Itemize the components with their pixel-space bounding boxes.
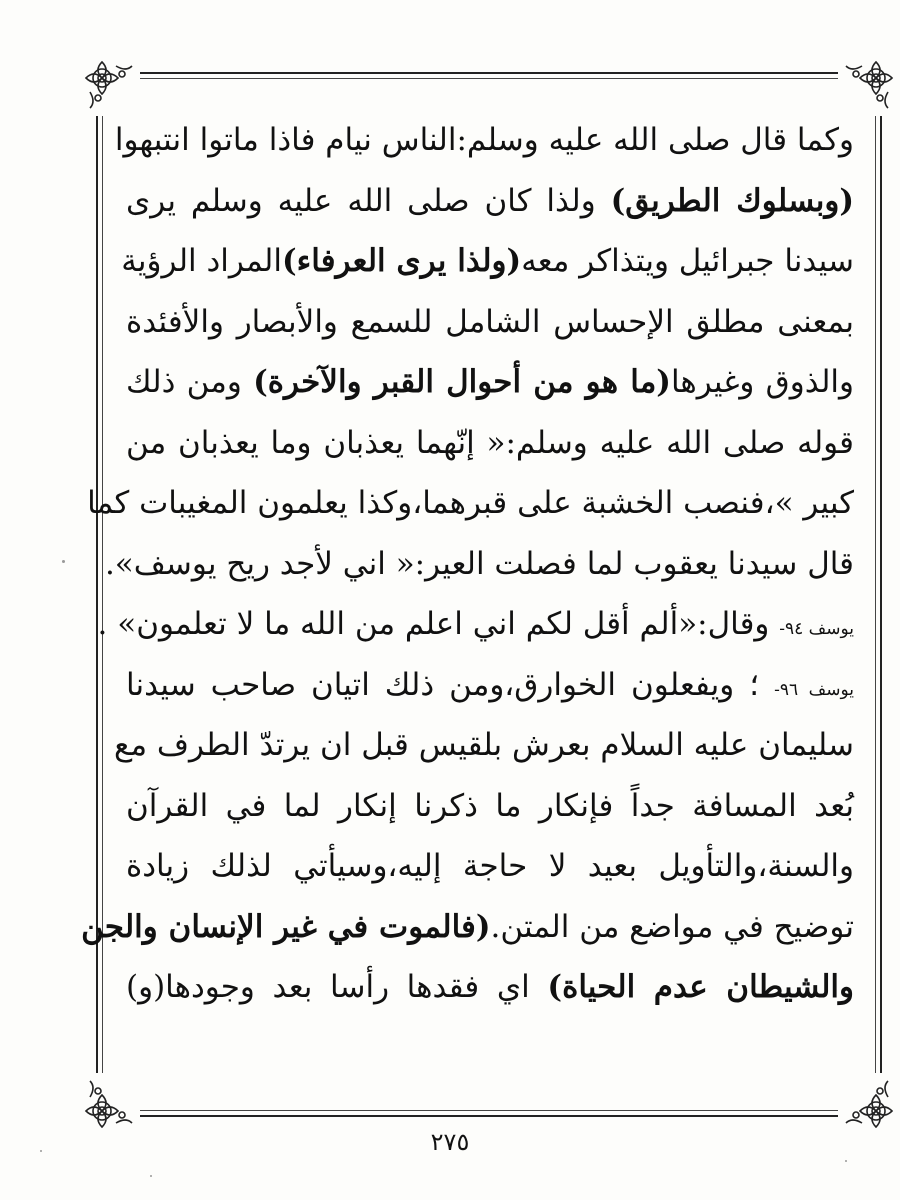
text-line bbox=[126, 836, 854, 897]
text-line bbox=[121, 231, 854, 292]
scan-speck bbox=[40, 1150, 42, 1152]
scan-speck bbox=[845, 1160, 847, 1162]
bold-text-segment: (فالموت في غير الإنسان والجن bbox=[81, 908, 491, 945]
text-line bbox=[97, 594, 854, 655]
text-segment: ولذا كان صلى الله عليه وسلم يرى bbox=[126, 182, 611, 219]
text-segment: ومن ذلك bbox=[126, 364, 254, 400]
text-line bbox=[81, 897, 854, 958]
body-text bbox=[81, 110, 854, 1018]
text-line bbox=[114, 110, 854, 171]
bold-text-segment: والشيطان عدم الحياة) bbox=[547, 969, 854, 1005]
text-line bbox=[126, 655, 854, 716]
scan-speck bbox=[62, 560, 65, 563]
text-segment: بمعنى مطلق الإحساس الشامل للسمع والأبصار والأفئدة bbox=[126, 303, 854, 340]
text-line bbox=[113, 715, 854, 776]
scan-speck bbox=[150, 1175, 152, 1177]
page-number: ٢٧٥ bbox=[430, 1128, 470, 1156]
text-segment: سيدنا جبرائيل ويتذاكر معه bbox=[521, 243, 854, 279]
corner-ornament-icon bbox=[838, 58, 896, 116]
text-segment: قال سيدنا يعقوب لما فصلت العير:« اني لأجد ريح يوسف». bbox=[104, 545, 854, 582]
text-segment: اي فقدها رأسا بعد وجودها(و) bbox=[126, 969, 548, 1005]
text-segment: ؛ ويفعلون الخوارق،ومن ذلك اتيان صاحب سيدنا bbox=[126, 666, 775, 703]
text-line bbox=[126, 413, 854, 474]
bold-text-segment: (ما هو من أحوال القبر والآخرة) bbox=[253, 364, 671, 400]
text-line bbox=[126, 292, 854, 353]
verse-reference: يوسف ٩٦- bbox=[774, 679, 854, 700]
text-line bbox=[126, 776, 854, 837]
verse-reference: يوسف ٩٤- bbox=[779, 619, 854, 639]
text-segment: قوله صلى الله عليه وسلم:« إنّهما يعذبان وما يعذبان من bbox=[126, 424, 854, 461]
text-line bbox=[126, 352, 854, 413]
text-line bbox=[126, 957, 854, 1018]
text-line bbox=[104, 534, 854, 595]
corner-ornament-icon bbox=[82, 1073, 140, 1131]
text-segment: وقال:«ألم أقل لكم اني اعلم من الله ما لا تعلمون» . bbox=[97, 606, 780, 642]
bold-text-segment: (وبسلوك الطريق) bbox=[610, 182, 854, 219]
text-segment: كبير »،فنصب الخشبة على قبرهما،وكذا يعلمون المغيبات كما bbox=[87, 485, 854, 521]
text-line bbox=[87, 473, 854, 534]
text-segment: وكما قال صلى الله عليه وسلم:الناس نيام فاذا ماتوا انتبهوا bbox=[114, 122, 854, 158]
corner-ornament-icon bbox=[82, 58, 140, 116]
text-segment: والسنة،والتأويل بعيد لا حاجة إليه،وسيأتي لذلك زيادة bbox=[126, 848, 854, 884]
text-segment: المراد الرؤية bbox=[121, 243, 282, 279]
text-segment: بُعد المسافة جداً فإنكار ما ذكرنا إنكار لما في القرآن bbox=[126, 787, 854, 824]
bold-text-segment: (ولذا يرى العرفاء) bbox=[282, 243, 522, 279]
corner-ornament-icon bbox=[838, 1073, 896, 1131]
text-segment: سليمان عليه السلام بعرش بلقيس قبل ان يرتدّ الطرف مع bbox=[113, 727, 854, 763]
text-segment: توضيح في مواضع من المتن. bbox=[490, 908, 854, 945]
text-line bbox=[126, 171, 854, 232]
text-segment: والذوق وغيرها bbox=[670, 364, 854, 400]
